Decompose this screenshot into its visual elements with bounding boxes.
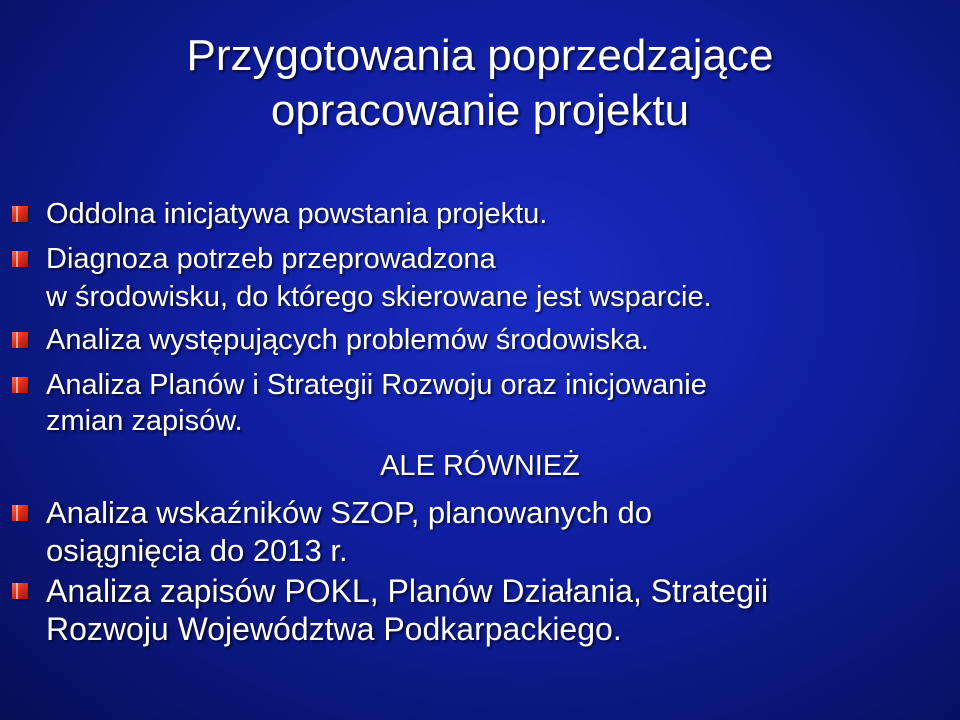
bullet-item <box>46 494 946 570</box>
bullet-marker-icon <box>12 251 28 267</box>
bullet-marker-icon <box>12 583 28 599</box>
bullet-text: Rozwoju Województwa Podkarpackiego. <box>46 611 622 647</box>
slide-title-line: opracowanie projektu <box>270 86 690 135</box>
slide-title-line: Przygotowania poprzedzające <box>186 31 774 80</box>
bullet-text: Analiza występujących problemów środowiska. <box>46 324 649 356</box>
bullet-item <box>46 196 946 232</box>
bullet-marker-icon <box>12 206 28 222</box>
bullet-item <box>46 572 946 648</box>
bullet-text: Analiza Planów i Strategii Rozwoju oraz inicjowanie <box>46 369 707 401</box>
bullet-text: Diagnoza potrzeb przeprowadzona <box>46 243 496 275</box>
centered-caption: ALE RÓWNIEŻ <box>380 450 580 482</box>
bullet-item <box>46 367 946 439</box>
bullet-text: zmian zapisów. <box>46 405 243 437</box>
bullet-text: Analiza zapisów POKL, Planów Działania, Strategii <box>46 573 769 609</box>
bullet-text: Analiza wskaźników SZOP, planowanych do <box>46 495 652 530</box>
slide-title <box>60 28 900 138</box>
bullet-marker-icon <box>12 332 28 348</box>
bullet-text: w środowisku, do którego skierowane jest wsparcie. <box>46 281 712 313</box>
bullet-item <box>46 240 946 316</box>
bullet-item <box>46 322 946 358</box>
bullet-marker-icon <box>12 505 28 521</box>
bullet-marker-icon <box>12 377 28 393</box>
bullet-text: Oddolna inicjatywa powstania projektu. <box>46 198 548 230</box>
bullet-text: osiągnięcia do 2013 r. <box>46 533 348 568</box>
